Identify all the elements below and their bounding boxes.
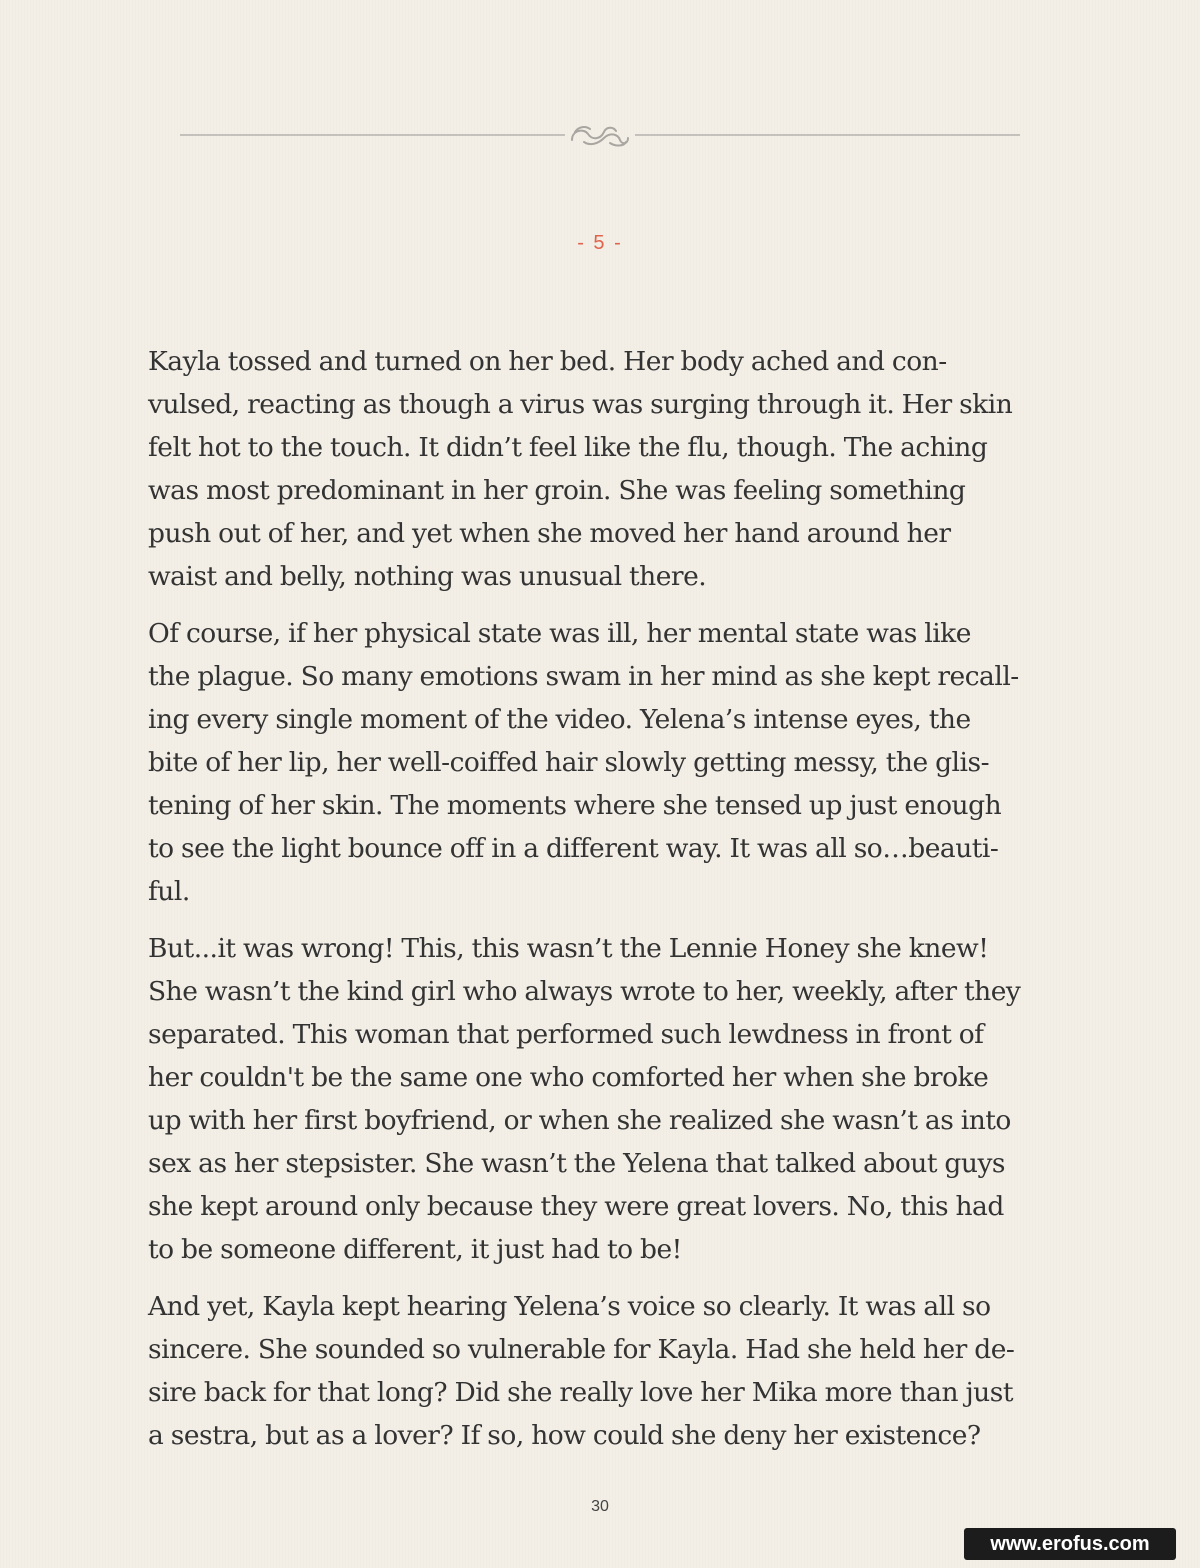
text-line: But...it was wrong! This, this wasn’t the Lennie Honey she knew! [148,933,989,964]
text-line: was most predominant in her groin. She was feeling something [148,475,966,506]
paragraph [110,612,1100,913]
text-line: separated. This woman that performed such lewdness in front of [148,1019,984,1050]
chapter-number: - 5 - [577,232,623,254]
text-line: Of course, if her physical state was ill, her mental state was like [148,618,971,649]
paragraph [110,927,1100,1271]
text-line: sire back for that long? Did she really love her Mika more than just [148,1377,1013,1408]
text-line: ing every single moment of the video. Yelena’s intense eyes, the [148,704,971,735]
text-line: bite of her lip, her well-coiffed hair slowly getting messy, the glis- [148,747,990,778]
text-line: push out of her, and yet when she moved her hand around her [148,518,951,549]
text-line: to be someone different, it just had to be! [148,1234,682,1265]
text-line: Kayla tossed and turned on her bed. Her body ached and con- [148,346,947,377]
text-line: And yet, Kayla kept hearing Yelena’s voice so clearly. It was all so [148,1291,991,1322]
watermark-badge: www.erofus.com [964,1528,1176,1560]
text-line: sex as her stepsister. She wasn’t the Yelena that talked about guys [148,1148,1006,1179]
text-line: to see the light bounce off in a different way. It was all so…beauti- [148,833,999,864]
text-line: tening of her skin. The moments where she tensed up just enough [148,790,1002,821]
text-line: the plague. So many emotions swam in her mind as she kept recall- [148,661,1019,692]
text-line: waist and belly, nothing was unusual there. [148,561,707,592]
chapter-body [110,340,1100,1471]
text-line: ful. [148,876,190,907]
text-line: vulsed, reacting as though a virus was surging through it. Her skin [148,389,1013,420]
text-line: sincere. She sounded so vulnerable for Kayla. Had she held her de- [148,1334,1015,1365]
flourish-divider-icon [180,118,1020,154]
text-line: her couldn't be the same one who comforted her when she broke [148,1062,989,1093]
text-line: She wasn’t the kind girl who always wrote to her, weekly, after they [148,976,1021,1007]
text-line: she kept around only because they were great lovers. No, this had [148,1191,1004,1222]
text-line: felt hot to the touch. It didn’t feel like the flu, though. The aching [148,432,988,463]
paragraph [110,340,1100,598]
paragraph [110,1285,1100,1457]
text-line: a sestra, but as a lover? If so, how could she deny her existence? [148,1420,981,1451]
text-line: up with her first boyfriend, or when she realized she wasn’t as into [148,1105,1011,1136]
page-number: 30 [591,1498,609,1515]
